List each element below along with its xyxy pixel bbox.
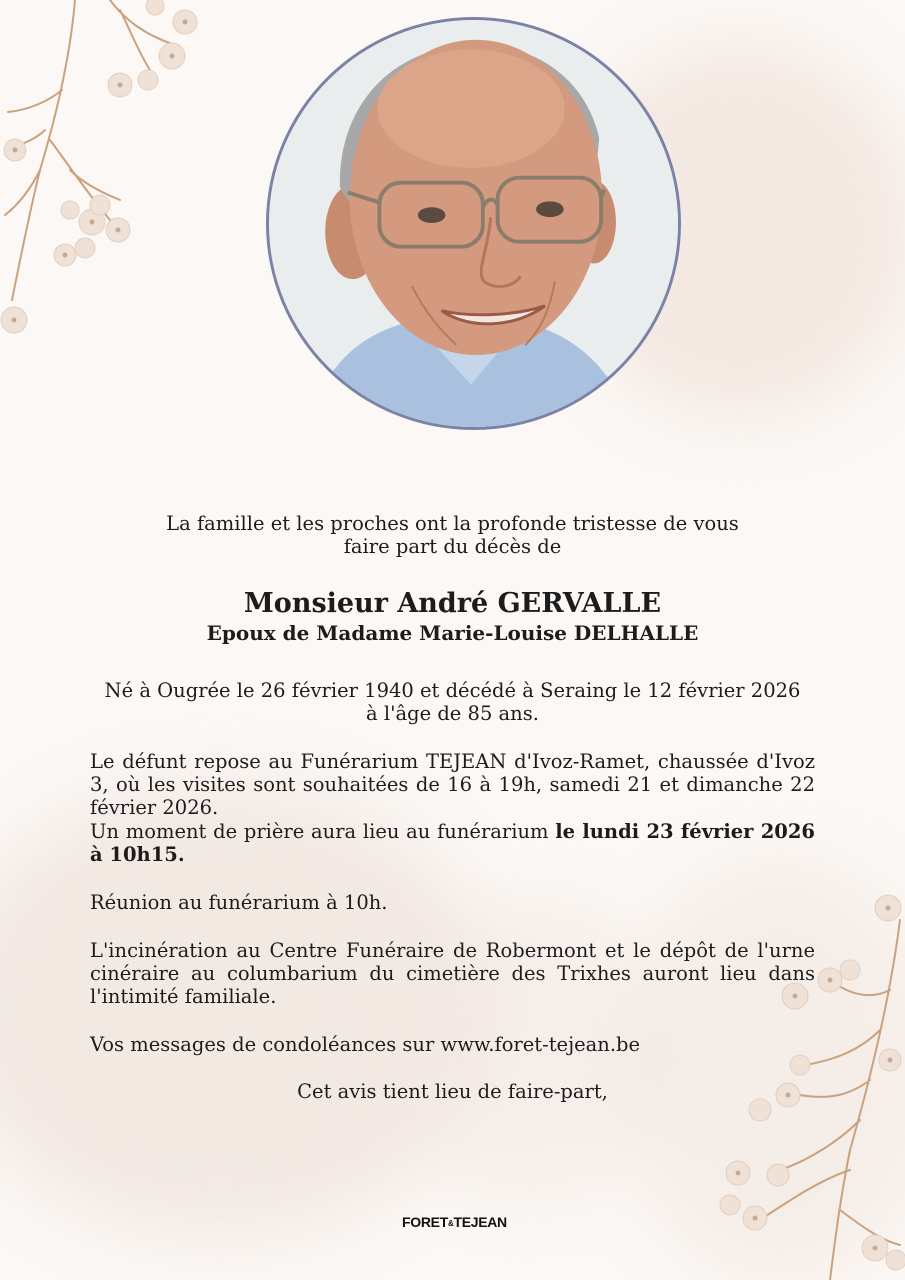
- portrait-illustration-icon: [269, 20, 678, 427]
- funeral-home-logo: [402, 1214, 507, 1230]
- deceased-name: Monsieur André GERVALLE: [243, 588, 662, 619]
- prayer-text: Un moment de prière aura lieu au funérarium: [90, 820, 556, 843]
- closing-line: Cet avis tient lieu de faire-part,: [297, 1080, 608, 1103]
- cremation-paragraph: L'incinération au Centre Funéraire de Robermont et le dépôt de l'urne cinéraire au columbarium du cimetière des Trixhes auront lieu dans l'intimité familiale.: [90, 939, 815, 1008]
- logo-left: FORET: [402, 1214, 448, 1230]
- intro-line-1: La famille et les proches ont la profonde tristesse de vous: [166, 512, 739, 535]
- meeting-paragraph: Réunion au funérarium à 10h.: [90, 891, 388, 914]
- spouse-line: Epoux de Madame Marie-Louise DELHALLE: [206, 621, 699, 645]
- birth-death-line: Né à Ougrée le 26 février 1940 et décédé à Seraing le 12 février 2026: [104, 679, 801, 702]
- funerarium-visit-paragraph: Le défunt repose au Funérarium TEJEAN d'Ivoz-Ramet, chaussée d'Ivoz 3, où les visites sont souhaitées de 16 à 19h, samedi 21 et dimanche 22 février 2026.: [90, 750, 815, 819]
- prayer-date: le lundi 23 février 2026 à 10h15.: [90, 820, 815, 866]
- logo-right: TEJEAN: [453, 1214, 507, 1230]
- condolences-paragraph: Vos messages de condoléances sur www.foret-tejean.be: [90, 1033, 641, 1056]
- birth-death-info: [100, 679, 805, 725]
- intro-line-2: faire part du décès de: [343, 535, 562, 558]
- portrait-photo: [266, 17, 681, 430]
- intro-text: [150, 512, 755, 558]
- logo-ampersand: &: [447, 1218, 454, 1228]
- prayer-paragraph: [90, 820, 815, 866]
- floral-branch-top-left-icon: [0, 0, 220, 350]
- age-line: à l'âge de 85 ans.: [366, 702, 539, 725]
